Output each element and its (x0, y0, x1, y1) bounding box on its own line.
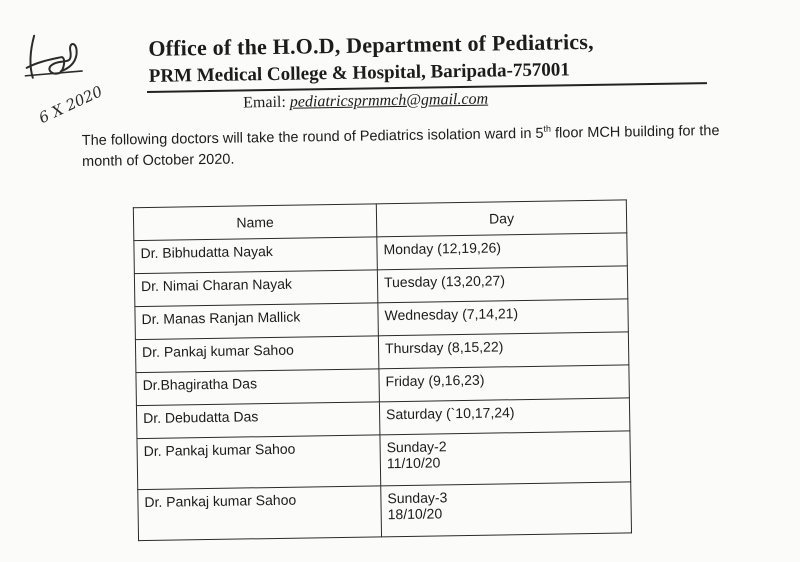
duty-day-cell (379, 398, 629, 435)
doctor-name-cell: Dr. Pankaj kumar Sahoo (138, 486, 382, 541)
duty-day-text: 11/10/20 (386, 454, 441, 472)
duty-day-text: Wednesday (7,14,21) (384, 305, 519, 324)
doctor-name-cell: Dr. Manas Ranjan Mallick (135, 303, 378, 340)
intro-superscript: th (543, 123, 552, 134)
duty-day-text: 18/10/20 (387, 505, 443, 523)
duty-roster-table (133, 199, 632, 541)
duty-day-cell (381, 482, 632, 537)
table-row (138, 482, 632, 541)
column-header-name: Name (133, 204, 376, 241)
doctor-name-cell: Dr. Pankaj kumar Sahoo (135, 336, 378, 373)
intro-text-part1: The following doctors will take the round of Pediatrics isolation ward in 5 (81, 125, 544, 149)
doctor-name-cell: Dr. Nimai Charan Nayak (134, 270, 377, 307)
duty-day-cell (379, 365, 629, 402)
duty-day-text: Sunday-2 (386, 438, 447, 456)
doctor-name-cell: Dr. Bibhudatta Nayak (134, 237, 377, 274)
office-title: Office of the H.O.D, Department of Pediatrics, (148, 28, 594, 61)
duty-day-cell (377, 266, 627, 303)
duty-day-cell (377, 233, 627, 270)
duty-day-text: Friday (9,16,23) (385, 371, 485, 390)
duty-day-text: Sunday-3 (387, 489, 448, 507)
doctor-name-cell: Dr.Bhagiratha Das (136, 369, 379, 406)
duty-day-cell (378, 332, 628, 369)
duty-day-text: Tuesday (13,20,27) (383, 272, 506, 291)
email-line (243, 91, 488, 113)
email-address: pediatricsprmmch@gmail.com (289, 90, 489, 111)
intro-paragraph (82, 121, 723, 173)
intro-text-part2: floor MCH building for the month of October 2020. (81, 122, 720, 170)
duty-day-cell (380, 431, 631, 486)
duty-day-text: Thursday (8,15,22) (384, 338, 504, 357)
email-label: Email: (243, 93, 290, 112)
duty-day-cell (378, 299, 628, 336)
table-row (137, 431, 631, 490)
roster-body (134, 233, 632, 541)
duty-day-text: Monday (12,19,26) (383, 239, 502, 258)
doctor-name-cell: Dr. Debudatta Das (136, 402, 379, 439)
handwritten-signature (20, 26, 142, 128)
college-address: PRM Medical College & Hospital, Baripada-757001 (148, 59, 571, 87)
column-header-day: Day (376, 200, 626, 237)
svg-text:6 X 2020: 6 X 2020 (35, 82, 106, 128)
duty-day-text: Saturday (`10,17,24) (385, 404, 515, 423)
doctor-name-cell: Dr. Pankaj kumar Sahoo (137, 435, 381, 490)
